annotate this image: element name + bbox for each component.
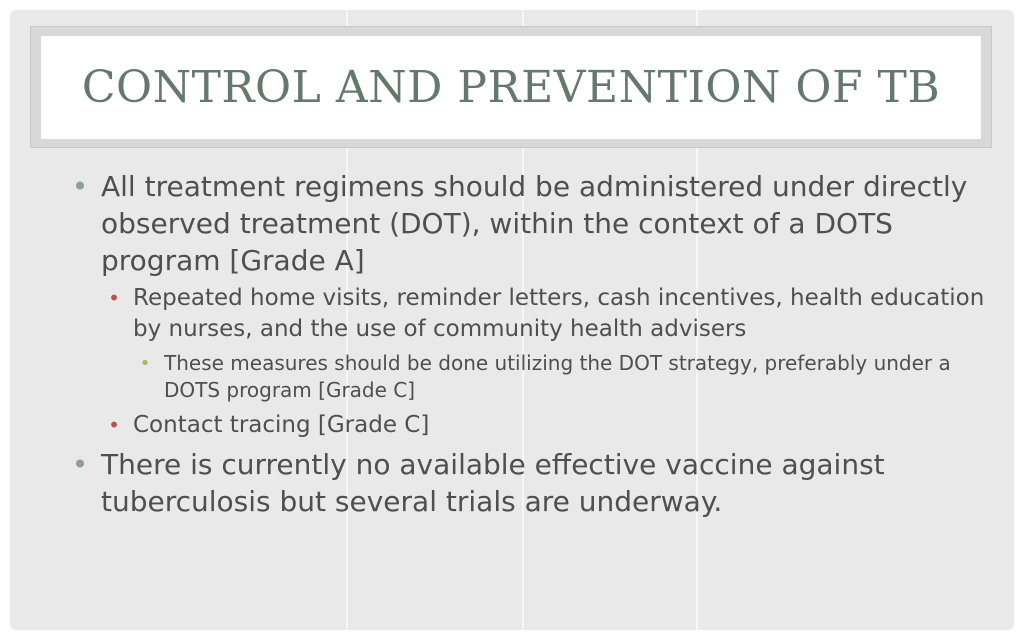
bullet-item-level2 xyxy=(104,410,1000,441)
bullet-icon: • xyxy=(108,413,120,437)
bullet-item-level2 xyxy=(104,283,1000,345)
bullet-item-level3 xyxy=(135,350,1000,404)
title-box xyxy=(41,36,981,139)
bullet-text: All treatment regimens should be administered under directly observed treatment (DOT), within the context of a DOTS program [Grade A] xyxy=(101,170,968,277)
bullet-icon: • xyxy=(108,286,120,310)
bullet-text: Repeated home visits, reminder letters, cash incentives, health education by nurses, and the use of community health advisers xyxy=(133,285,985,342)
bullet-item-level1 xyxy=(70,446,1000,520)
slide-body xyxy=(70,168,1000,524)
bullet-icon: • xyxy=(139,353,151,374)
title-frame xyxy=(30,26,992,148)
bullet-item-level1 xyxy=(70,168,1000,279)
bullet-text: There is currently no available effective vaccine against tuberculosis but several trials are underway. xyxy=(101,448,885,518)
bullet-text: Contact tracing [Grade C] xyxy=(133,412,430,438)
bullet-icon: • xyxy=(71,170,89,203)
bullet-icon: • xyxy=(71,448,89,481)
slide-title: CONTROL AND PREVENTION OF TB xyxy=(81,62,941,113)
slide xyxy=(10,10,1014,630)
bullet-text: These measures should be done utilizing the DOT strategy, preferably under a DOTS program [Grade C] xyxy=(164,351,951,402)
